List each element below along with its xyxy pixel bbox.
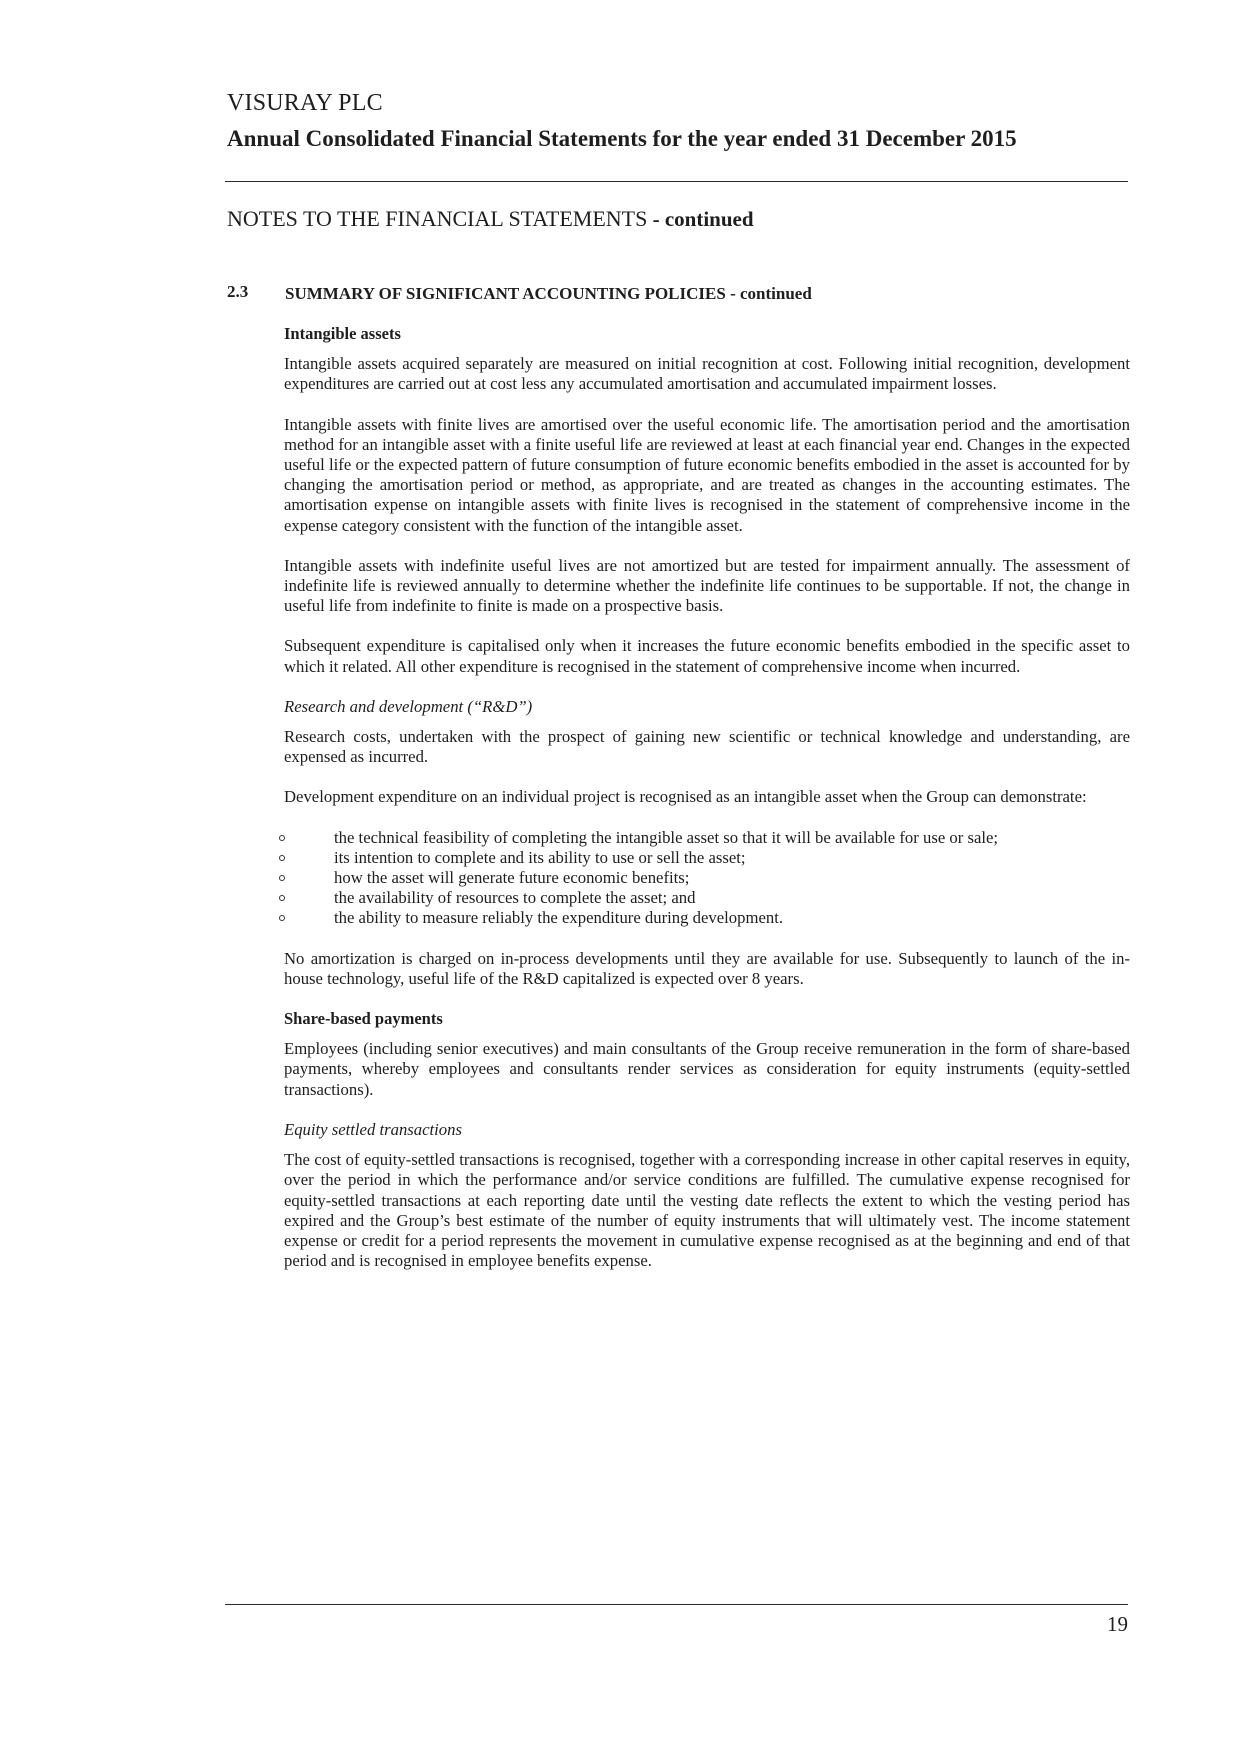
page-number: 19 [1107, 1612, 1128, 1636]
intangible-paragraph-3: Intangible assets with indefinite useful lives are not amortized but are tested for impairment annually. The assessment of indefinite life is reviewed annually to determine whether the indefinite life continues to be supportable. If not, the change in useful life from indefinite to finite is made on a prospective basis. [284, 555, 1130, 616]
notes-title [227, 206, 754, 232]
report-subtitle: Annual Consolidated Financial Statements for the year ended 31 December 2015 [227, 126, 1017, 151]
rnd-paragraph-1: Research costs, undertaken with the prospect of gaining new scientific or technical knowledge and understanding, are expensed as incurred. [284, 727, 1130, 767]
bullet-icon [279, 875, 285, 881]
bullet-icon [279, 835, 285, 841]
equity-settled-heading: Equity settled transactions [284, 1119, 462, 1139]
equity-settled-paragraph-1: The cost of equity-settled transactions is recognised, together with a corresponding increase in other capital reserves in equity, over the period in which the performance and/or service conditions are fulfilled. The cumulative expense recognised for equity-settled transactions at each reporting date until the vesting date reflects the extent to which the vesting period has expired and the Group’s best estimate of the number of equity instruments that will ultimately vest. The income statement expense or credit for a period represents the movement in cumulative expense recognised as at the beginning and end of that period and is recognised in employee benefits expense. [284, 1150, 1130, 1271]
list-item-text: the ability to measure reliably the expenditure during development. [334, 908, 784, 928]
list-item [284, 848, 1130, 868]
intangible-assets-heading: Intangible assets [284, 324, 401, 343]
notes-title-suffix: - continued [647, 207, 754, 231]
section-number: 2.3 [227, 282, 249, 301]
share-based-heading: Share-based payments [284, 1009, 443, 1029]
header-divider [225, 181, 1128, 182]
footer-divider [225, 1604, 1128, 1605]
list-item-text: how the asset will generate future economic benefits; [334, 868, 690, 888]
list-item [284, 908, 1130, 928]
list-item [284, 868, 1130, 888]
bullet-icon [279, 855, 285, 861]
body-content [284, 324, 1130, 1271]
section-title: SUMMARY OF SIGNIFICANT ACCOUNTING POLICIES - continued [285, 284, 812, 303]
rnd-heading: Research and development (“R&D”) [284, 696, 533, 716]
list-item-text: the availability of resources to complete the asset; and [334, 888, 696, 908]
intangible-paragraph-4: Subsequent expenditure is capitalised only when it increases the future economic benefits embodied in the specific asset to which it related. All other expenditure is recognised in the statement of comprehensive income when incurred. [284, 636, 1130, 676]
notes-title-main: NOTES TO THE FINANCIAL STATEMENTS [227, 206, 648, 231]
company-name: VISURAY PLC [227, 90, 383, 116]
list-item [284, 888, 1130, 908]
intangible-paragraph-1: Intangible assets acquired separately are measured on initial recognition at cost. Following initial recognition, development expenditures are carried out at cost less any accumulated amortisation and accumulated impairment losses. [284, 354, 1130, 394]
rnd-paragraph-2: Development expenditure on an individual project is recognised as an intangible asset when the Group can demonstrate: [284, 787, 1087, 807]
share-based-paragraph-1: Employees (including senior executives) and main consultants of the Group receive remuneration in the form of share-based payments, whereby employees and consultants render services as consideration for equity instruments (equity-settled transactions). [284, 1039, 1130, 1099]
bullet-icon [279, 915, 285, 921]
bullet-icon [279, 895, 285, 901]
intangible-paragraph-2: Intangible assets with finite lives are amortised over the useful economic life. The amortisation period and the amortisation method for an intangible asset with a finite useful life are reviewed at least at each financial year end. Changes in the expected useful life or the expected pattern of future consumption of future economic benefits embodied in the asset is accounted for by changing the amortisation period or method, as appropriate, and are treated as changes in the accounting estimates. The amortisation expense on intangible assets with finite lives is recognised in the statement of comprehensive income in the expense category consistent with the function of the intangible asset. [284, 414, 1130, 535]
list-item-text: its intention to complete and its ability to use or sell the asset; [334, 847, 746, 867]
list-item [284, 828, 1130, 848]
rnd-paragraph-3: No amortization is charged on in-process developments until they are available for use. Subsequently to launch of the in-house technology, useful life of the R&D capitalized is expected over 8 years. [284, 948, 1130, 988]
rnd-criteria-list [284, 828, 1130, 929]
list-item-text: the technical feasibility of completing the intangible asset so that it will be available for use or sale; [334, 827, 999, 847]
